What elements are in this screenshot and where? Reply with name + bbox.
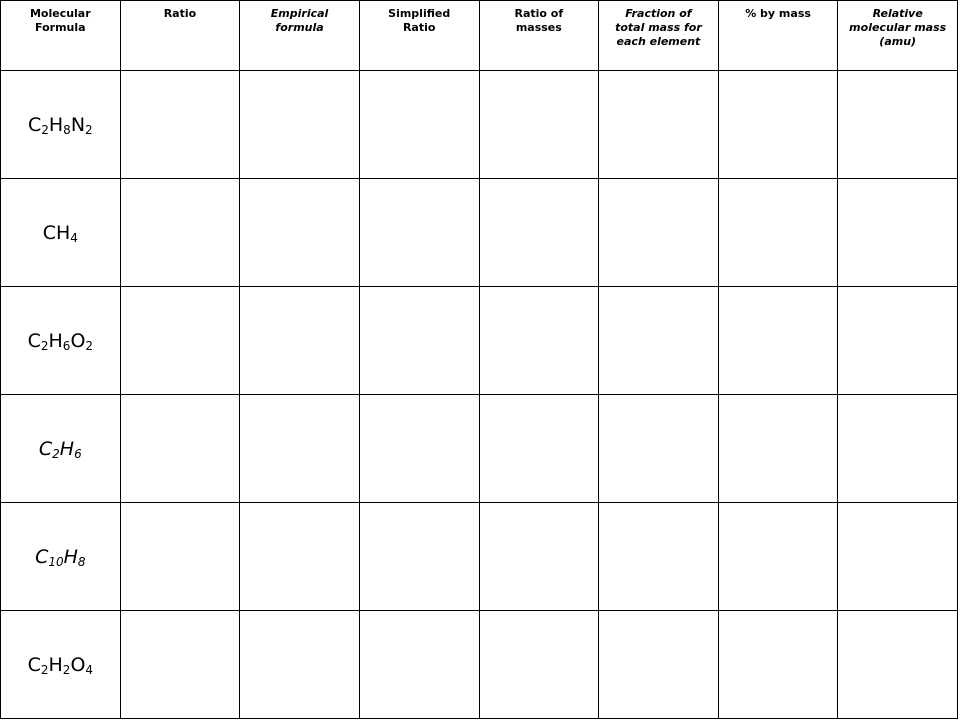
header-ratio-of-masses — [479, 1, 599, 71]
element-symbol: C — [35, 545, 49, 568]
element-count-subscript: 8 — [63, 122, 71, 137]
header-line: Formula — [35, 21, 86, 34]
element-count-subscript: 8 — [77, 554, 86, 569]
ratio-of-masses-input-cell[interactable] — [479, 179, 599, 287]
element-symbol: N — [70, 113, 86, 136]
ratio-input-cell[interactable] — [120, 179, 240, 287]
element-count-subscript: 6 — [74, 446, 82, 461]
fraction-of-mass-input-cell[interactable] — [599, 611, 719, 719]
fraction-of-mass-input-cell[interactable] — [599, 71, 719, 179]
simplified-ratio-input-cell[interactable] — [359, 503, 479, 611]
header-ratio — [120, 1, 240, 71]
table-row — [1, 611, 958, 719]
simplified-ratio-input-cell[interactable] — [359, 71, 479, 179]
element-count-subscript: 2 — [40, 662, 49, 677]
element-count-subscript: 2 — [62, 662, 71, 677]
ratio-input-cell[interactable] — [120, 611, 240, 719]
empirical-formula-input-cell[interactable] — [240, 611, 360, 719]
header-row — [1, 1, 958, 71]
empirical-formula-input-cell[interactable] — [240, 179, 360, 287]
element-count-subscript: 4 — [85, 662, 94, 677]
ratio-of-masses-input-cell[interactable] — [479, 287, 599, 395]
element-count-subscript: 6 — [62, 338, 71, 353]
formula-cell — [1, 395, 121, 503]
header-percent-by-mass — [718, 1, 838, 71]
element-symbol: CH — [42, 221, 71, 244]
ratio-input-cell[interactable] — [120, 395, 240, 503]
relative-molecular-mass-input-cell[interactable] — [838, 71, 958, 179]
header-molecular-formula — [1, 1, 121, 71]
header-line: (amu) — [879, 35, 917, 48]
ratio-of-masses-input-cell[interactable] — [479, 395, 599, 503]
fraction-of-mass-input-cell[interactable] — [599, 503, 719, 611]
header-line: Relative — [872, 7, 923, 20]
empirical-formula-input-cell[interactable] — [240, 287, 360, 395]
header-line: Simplified — [388, 7, 451, 20]
element-count-subscript: 2 — [85, 338, 94, 353]
element-symbol: H — [63, 545, 78, 568]
table-row — [1, 395, 958, 503]
percent-by-mass-input-cell[interactable] — [718, 503, 838, 611]
simplified-ratio-input-cell[interactable] — [359, 395, 479, 503]
fraction-of-mass-input-cell[interactable] — [599, 287, 719, 395]
header-line: Molecular — [29, 7, 91, 20]
relative-molecular-mass-input-cell[interactable] — [838, 179, 958, 287]
empirical-formula-input-cell[interactable] — [240, 503, 360, 611]
element-count-subscript: 2 — [85, 122, 93, 137]
percent-by-mass-input-cell[interactable] — [718, 611, 838, 719]
header-fraction-of-total-mass — [599, 1, 719, 71]
empirical-formula-input-cell[interactable] — [240, 395, 360, 503]
header-line: molecular mass — [849, 21, 947, 34]
formula-cell — [1, 179, 121, 287]
element-symbol: C — [27, 653, 41, 676]
table-body — [1, 71, 958, 719]
header-line: Ratio of — [514, 7, 564, 20]
element-symbol: C — [27, 113, 42, 136]
formula-cell — [1, 71, 121, 179]
relative-molecular-mass-input-cell[interactable] — [838, 503, 958, 611]
percent-by-mass-input-cell[interactable] — [718, 71, 838, 179]
ratio-input-cell[interactable] — [120, 287, 240, 395]
ratio-input-cell[interactable] — [120, 71, 240, 179]
formula-cell — [1, 503, 121, 611]
empirical-formula-input-cell[interactable] — [240, 71, 360, 179]
element-count-subscript: 10 — [48, 554, 64, 569]
element-symbol: H — [48, 653, 63, 676]
element-symbol: H — [48, 329, 63, 352]
table-row — [1, 71, 958, 179]
header-line: Fraction of — [625, 7, 692, 20]
table-row — [1, 287, 958, 395]
header-line: formula — [275, 21, 324, 34]
element-symbol: C — [38, 437, 53, 460]
simplified-ratio-input-cell[interactable] — [359, 179, 479, 287]
element-symbol: O — [70, 329, 86, 352]
element-count-subscript: 4 — [70, 230, 78, 245]
simplified-ratio-input-cell[interactable] — [359, 287, 479, 395]
percent-by-mass-input-cell[interactable] — [718, 287, 838, 395]
simplified-ratio-input-cell[interactable] — [359, 611, 479, 719]
table-row — [1, 179, 958, 287]
table-header — [1, 1, 958, 71]
formula-cell — [1, 611, 121, 719]
header-empirical-formula — [240, 1, 360, 71]
header-line: % by mass — [745, 7, 811, 20]
header-line: masses — [515, 21, 562, 34]
formula-cell — [1, 287, 121, 395]
percent-by-mass-input-cell[interactable] — [718, 395, 838, 503]
header-line: each element — [616, 35, 701, 48]
relative-molecular-mass-input-cell[interactable] — [838, 611, 958, 719]
header-line: Ratio — [163, 7, 197, 20]
percent-by-mass-input-cell[interactable] — [718, 179, 838, 287]
ratio-input-cell[interactable] — [120, 503, 240, 611]
fraction-of-mass-input-cell[interactable] — [599, 395, 719, 503]
table-row — [1, 503, 958, 611]
fraction-of-mass-input-cell[interactable] — [599, 179, 719, 287]
header-line: Ratio — [402, 21, 436, 34]
element-symbol: C — [27, 329, 41, 352]
element-symbol: H — [59, 437, 75, 460]
header-relative-molecular-mass — [838, 1, 958, 71]
header-simplified-ratio — [359, 1, 479, 71]
relative-molecular-mass-input-cell[interactable] — [838, 395, 958, 503]
relative-molecular-mass-input-cell[interactable] — [838, 287, 958, 395]
element-count-subscript: 2 — [40, 338, 49, 353]
element-symbol: H — [48, 113, 64, 136]
ratio-of-masses-input-cell[interactable] — [479, 503, 599, 611]
element-count-subscript: 2 — [41, 122, 49, 137]
element-symbol: O — [70, 653, 86, 676]
header-line: total mass for — [615, 21, 702, 34]
ratio-of-masses-input-cell[interactable] — [479, 71, 599, 179]
element-count-subscript: 2 — [52, 446, 60, 461]
header-line: Empirical — [270, 7, 329, 20]
ratio-of-masses-input-cell[interactable] — [479, 611, 599, 719]
